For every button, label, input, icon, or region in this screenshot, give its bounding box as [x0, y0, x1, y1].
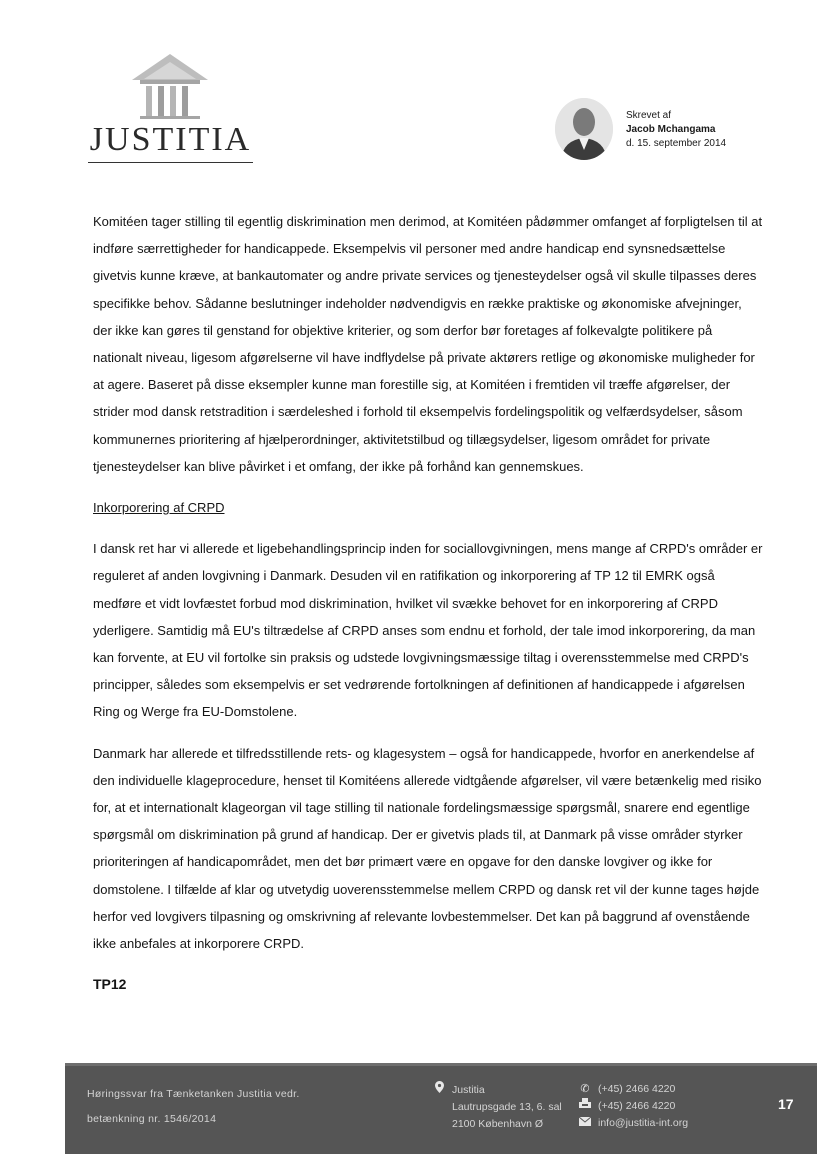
footer-title-line1: Høringssvar fra Tænketanken Justitia vedr. — [87, 1088, 300, 1100]
author-name: Jacob Mchangama — [626, 124, 716, 135]
justitia-logo — [88, 52, 258, 162]
author-block — [555, 98, 755, 162]
footer-phone[interactable]: (+45) 2466 4220 — [598, 1083, 676, 1095]
page-number: 17 — [778, 1096, 794, 1112]
temple-logo-icon — [130, 52, 210, 120]
paragraph: I dansk ret har vi allerede et ligebehandlingsprincip inden for sociallovgivningen, mens mange af CRPD's områder er reguleret af anden lovgivning i Danmark. Desuden vil en ratifikation og inkorporering af TP 12 til EMRK også medføre et vidt lovfæstet forbud mod diskrimination, hvilket vil svække behovet for en inkorporering af CRPD yderligere. Samtidig må EU's tiltrædelse af CRPD anses som endnu et forhold, der tale imod inkorporering, da man kan forvente, at EU vil fortolke sin praksis og udstede lovgivningsmæssige tiltag i overensstemmelse med CRPD's principper, således som eksempelvis er set vedrørende fortolkningen af definitionen af handicappede i afgørelsen Ring og Werge fra EU-Domstolene. — [93, 541, 763, 720]
author-date: d. 15. september 2014 — [626, 138, 727, 149]
logo-divider — [88, 162, 253, 163]
footer-city: 2100 København Ø — [452, 1118, 544, 1130]
fax-icon — [578, 1098, 592, 1115]
logo-wordmark: JUSTITIA — [89, 121, 252, 158]
section-heading: TP12 — [93, 976, 127, 993]
page-footer — [65, 1063, 817, 1154]
avatar — [555, 98, 613, 160]
footer-org: Justitia — [452, 1083, 485, 1096]
footer-title-line2: betænkning nr. 1546/2014 — [87, 1113, 217, 1125]
footer-fax: (+45) 2466 4220 — [598, 1100, 676, 1112]
section-heading: Inkorporering af CRPD — [93, 500, 225, 516]
author-portrait-icon — [555, 98, 613, 160]
email-icon — [578, 1115, 592, 1132]
location-pin-icon — [432, 1081, 446, 1099]
footer-street: Lautrupsgade 13, 6. sal — [452, 1101, 562, 1113]
document-body — [93, 208, 763, 998]
footer-email[interactable]: info@justitia-int.org — [598, 1117, 689, 1129]
paragraph: Komitéen tager stilling til egentlig diskrimination men derimod, at Komitéen pådømmer omfanget af forpligtelsen til at indføre særrettigheder for handicappede. Eksempelvis vil personer med andre handicap end synsnedsættelse givetvis kunne kræve, at bankautomater og andre private services og tjenesteydelser også vil skulle tilpasses deres specifikke behov. Sådanne beslutninger indeholder nødvendigvis en række praktiske og økonomiske afvejninger, der ikke kan gøres til genstand for objektive kriterier, og som derfor bør foretages af folkevalgte politikere på nationalt niveau, ligesom afgørelserne vil have indflydelse på private aktørers retlige og økonomiske muligheder for at agere. Baseret på disse eksempler kunne man forestille sig, at Komitéen i fremtiden vil træffe afgørelser, der strider mod dansk retstradition i særdeleshed i forhold til eksempelvis fordelingspolitik og velfærdsydelser, såsom kommunernes prioritering af hjælperordninger, aktivitetstilbud og tillægsydelser, ligesom området for private tjenesteydelser kan blive påvirket i et omfang, der ikke på forhånd kan gennemskues. — [93, 214, 763, 474]
phone-icon: ✆ — [580, 1083, 590, 1095]
footer-address — [432, 1081, 562, 1133]
paragraph: Danmark har allerede et tilfredsstillende rets- og klagesystem – også for handicappede, hvorfor en anerkendelse af den individuelle klageprocedure, henset til Komitéens allerede vidtgående afgørelser, vil være betænkelig med risiko for, at et internationalt klageorgan vil tage stilling til nationale fordelingsmæssige spørgsmål, snarere end egentlige spørgsmål om diskrimination på grund af handicap. Der er givetvis plads til, at Danmark på visse områder styrker prioriteringen af handicapområdet, men det bør primært være en opgave for den danske lovgiver og ikke for domstolene. I tilfælde af klar og utvetydig uoverensstemmelse mellem CRPD og dansk ret vil der kunne tages højde herfor ved lovgivers tilpasning og omskrivning af relevante lovbestemmelser. Det kan på baggrund af ovenstående ikke anbefales at inkorporere CRPD. — [93, 745, 762, 952]
footer-contact — [578, 1081, 688, 1132]
author-label: Skrevet af — [626, 110, 672, 121]
